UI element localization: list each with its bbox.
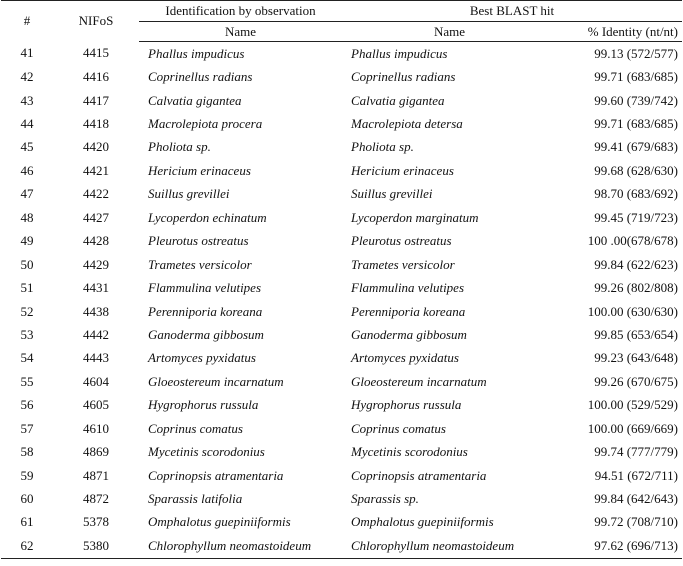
row-nifos: 5378 <box>83 514 109 530</box>
row-blast-name: Coprinopsis atramentaria <box>351 467 487 483</box>
header-identity: % Identity (nt/nt) <box>557 22 682 42</box>
table-row <box>1 42 682 66</box>
row-observation-name: Flammulina velutipes <box>148 280 262 296</box>
row-nifos: 4443 <box>83 350 109 366</box>
row-nifos: 4605 <box>83 397 109 413</box>
row-number: 48 <box>20 209 34 225</box>
row-nifos: 4422 <box>83 186 109 202</box>
table-row <box>1 230 682 253</box>
row-nifos: 4872 <box>83 491 109 507</box>
row-number: 56 <box>20 397 34 413</box>
header-blast-name: Name <box>342 22 557 42</box>
table-row <box>1 511 682 534</box>
row-blast-name: Phallus impudicus <box>351 45 448 61</box>
header-nifos: NIFoS <box>53 1 139 42</box>
row-blast-name: Sparassis sp. <box>351 491 419 507</box>
row-number: 41 <box>20 45 34 61</box>
row-nifos: 4427 <box>83 209 109 225</box>
row-identity: 99.68 (628/630) <box>594 162 678 178</box>
row-observation-name: Omphalotus guepiniiformis <box>148 514 291 530</box>
row-observation-name: Coprinopsis atramentaria <box>148 467 284 483</box>
row-number: 61 <box>20 514 34 530</box>
row-number: 43 <box>20 92 34 108</box>
row-number: 58 <box>20 444 34 460</box>
row-nifos: 4418 <box>83 116 109 132</box>
row-blast-name: Chlorophyllum neomastoideum <box>342 534 557 558</box>
row-blast-name: Pholiota sp. <box>351 139 414 155</box>
table-row <box>1 464 682 487</box>
row-number: 62 <box>1 534 53 558</box>
row-observation-name: Gloeostereum incarnatum <box>148 373 284 389</box>
row-nifos: 4417 <box>83 92 109 108</box>
row-identity: 99.71 (683/685) <box>594 69 678 85</box>
row-observation-name: Ganoderma gibbosum <box>148 326 264 342</box>
row-observation-name: Calvatia gigantea <box>148 92 242 108</box>
row-blast-name: Coprinus comatus <box>351 420 446 436</box>
table-row <box>1 136 682 159</box>
row-blast-name: Lycoperdon marginatum <box>351 209 479 225</box>
row-number: 45 <box>20 139 34 155</box>
row-number: 59 <box>20 467 34 483</box>
table-row <box>1 417 682 440</box>
row-identity: 99.60 (739/742) <box>594 92 678 108</box>
row-blast-name: Gloeostereum incarnatum <box>351 373 487 389</box>
table-row <box>1 112 682 135</box>
table-header <box>1 1 682 42</box>
row-blast-name: Perenniporia koreana <box>351 303 466 319</box>
row-blast-name: Calvatia gigantea <box>351 92 445 108</box>
row-identity: 98.70 (683/692) <box>594 186 678 202</box>
row-observation-name: Macrolepiota procera <box>148 116 263 132</box>
header-num: # <box>1 1 53 42</box>
row-observation-name: Sparassis latifolia <box>148 491 243 507</box>
row-observation-name: Phallus impudicus <box>148 45 245 61</box>
table-row <box>1 323 682 346</box>
row-observation-name: Artomyces pyxidatus <box>148 350 256 366</box>
row-identity: 99.84 (622/623) <box>594 256 678 272</box>
row-nifos: 4429 <box>83 256 109 272</box>
row-identity: 99.13 (572/577) <box>594 45 678 61</box>
row-identity: 100 .00(678/678) <box>587 233 678 249</box>
row-nifos: 4604 <box>83 373 109 389</box>
row-observation-name: Coprinellus radians <box>148 69 253 85</box>
row-observation-name: Hygrophorus russula <box>148 397 259 413</box>
row-identity: 99.71 (683/685) <box>594 116 678 132</box>
row-number: 52 <box>20 303 34 319</box>
table-row <box>1 370 682 393</box>
row-identity: 100.00 (529/529) <box>587 397 678 413</box>
row-identity: 97.62 (696/713) <box>557 534 682 558</box>
table-row <box>1 534 682 558</box>
row-blast-name: Mycetinis scorodonius <box>351 444 468 460</box>
identification-table <box>1 0 682 559</box>
row-nifos: 5380 <box>53 534 139 558</box>
row-identity: 100.00 (630/630) <box>587 303 678 319</box>
row-observation-name: Chlorophyllum neomastoideum <box>139 534 342 558</box>
row-number: 57 <box>20 420 34 436</box>
table-row <box>1 347 682 370</box>
row-number: 54 <box>20 350 34 366</box>
row-number: 44 <box>20 116 34 132</box>
row-identity: 100.00 (669/669) <box>587 420 678 436</box>
row-nifos: 4610 <box>83 420 109 436</box>
header-group-observation: Identification by observation <box>139 1 342 22</box>
row-identity: 99.74 (777/779) <box>594 444 678 460</box>
row-blast-name: Suillus grevillei <box>351 186 433 202</box>
row-nifos: 4416 <box>83 69 109 85</box>
row-number: 49 <box>20 233 34 249</box>
row-observation-name: Pholiota sp. <box>148 139 211 155</box>
table-row <box>1 206 682 229</box>
row-identity: 99.41 (679/683) <box>594 139 678 155</box>
row-observation-name: Suillus grevillei <box>148 186 230 202</box>
row-identity: 99.84 (642/643) <box>594 491 678 507</box>
table-row <box>1 300 682 323</box>
row-number: 47 <box>20 186 34 202</box>
row-number: 50 <box>20 256 34 272</box>
header-group-blast: Best BLAST hit <box>342 1 682 22</box>
row-number: 53 <box>20 326 34 342</box>
row-observation-name: Perenniporia koreana <box>148 303 263 319</box>
table-row <box>1 394 682 417</box>
row-nifos: 4420 <box>83 139 109 155</box>
row-number: 46 <box>20 162 34 178</box>
row-observation-name: Trametes versicolor <box>148 256 252 272</box>
table-row <box>1 159 682 182</box>
row-nifos: 4442 <box>83 326 109 342</box>
table-row <box>1 89 682 112</box>
row-identity: 99.45 (719/723) <box>594 209 678 225</box>
row-observation-name: Pleurotus ostreatus <box>148 233 249 249</box>
table-body <box>1 42 682 559</box>
row-blast-name: Coprinellus radians <box>351 69 456 85</box>
row-nifos: 4421 <box>83 162 109 178</box>
table-row <box>1 276 682 299</box>
row-identity: 99.26 (802/808) <box>594 280 678 296</box>
row-nifos: 4438 <box>83 303 109 319</box>
row-nifos: 4871 <box>83 467 109 483</box>
row-number: 55 <box>20 373 34 389</box>
row-observation-name: Lycoperdon echinatum <box>148 209 267 225</box>
table-row <box>1 183 682 206</box>
row-observation-name: Coprinus comatus <box>148 420 243 436</box>
row-blast-name: Hygrophorus russula <box>351 397 462 413</box>
row-observation-name: Mycetinis scorodonius <box>148 444 265 460</box>
row-observation-name: Hericium erinaceus <box>148 162 251 178</box>
row-nifos: 4431 <box>83 280 109 296</box>
row-identity: 99.85 (653/654) <box>594 326 678 342</box>
row-blast-name: Artomyces pyxidatus <box>351 350 459 366</box>
row-nifos: 4415 <box>83 45 109 61</box>
row-identity: 99.26 (670/675) <box>594 373 678 389</box>
row-number: 42 <box>20 69 34 85</box>
row-identity: 94.51 (672/711) <box>594 467 678 483</box>
table-row <box>1 440 682 463</box>
row-nifos: 4428 <box>83 233 109 249</box>
row-blast-name: Pleurotus ostreatus <box>351 233 452 249</box>
row-blast-name: Hericium erinaceus <box>351 162 454 178</box>
row-blast-name: Omphalotus guepiniiformis <box>351 514 494 530</box>
row-blast-name: Ganoderma gibbosum <box>351 326 467 342</box>
row-number: 51 <box>20 280 34 296</box>
table-row <box>1 65 682 88</box>
table-row <box>1 487 682 510</box>
row-number: 60 <box>20 491 34 507</box>
row-nifos: 4869 <box>83 444 109 460</box>
header-observation-name: Name <box>139 22 342 42</box>
row-blast-name: Macrolepiota detersa <box>351 116 463 132</box>
row-identity: 99.72 (708/710) <box>594 514 678 530</box>
table-row <box>1 253 682 276</box>
row-identity: 99.23 (643/648) <box>594 350 678 366</box>
row-blast-name: Trametes versicolor <box>351 256 455 272</box>
row-blast-name: Flammulina velutipes <box>351 280 465 296</box>
